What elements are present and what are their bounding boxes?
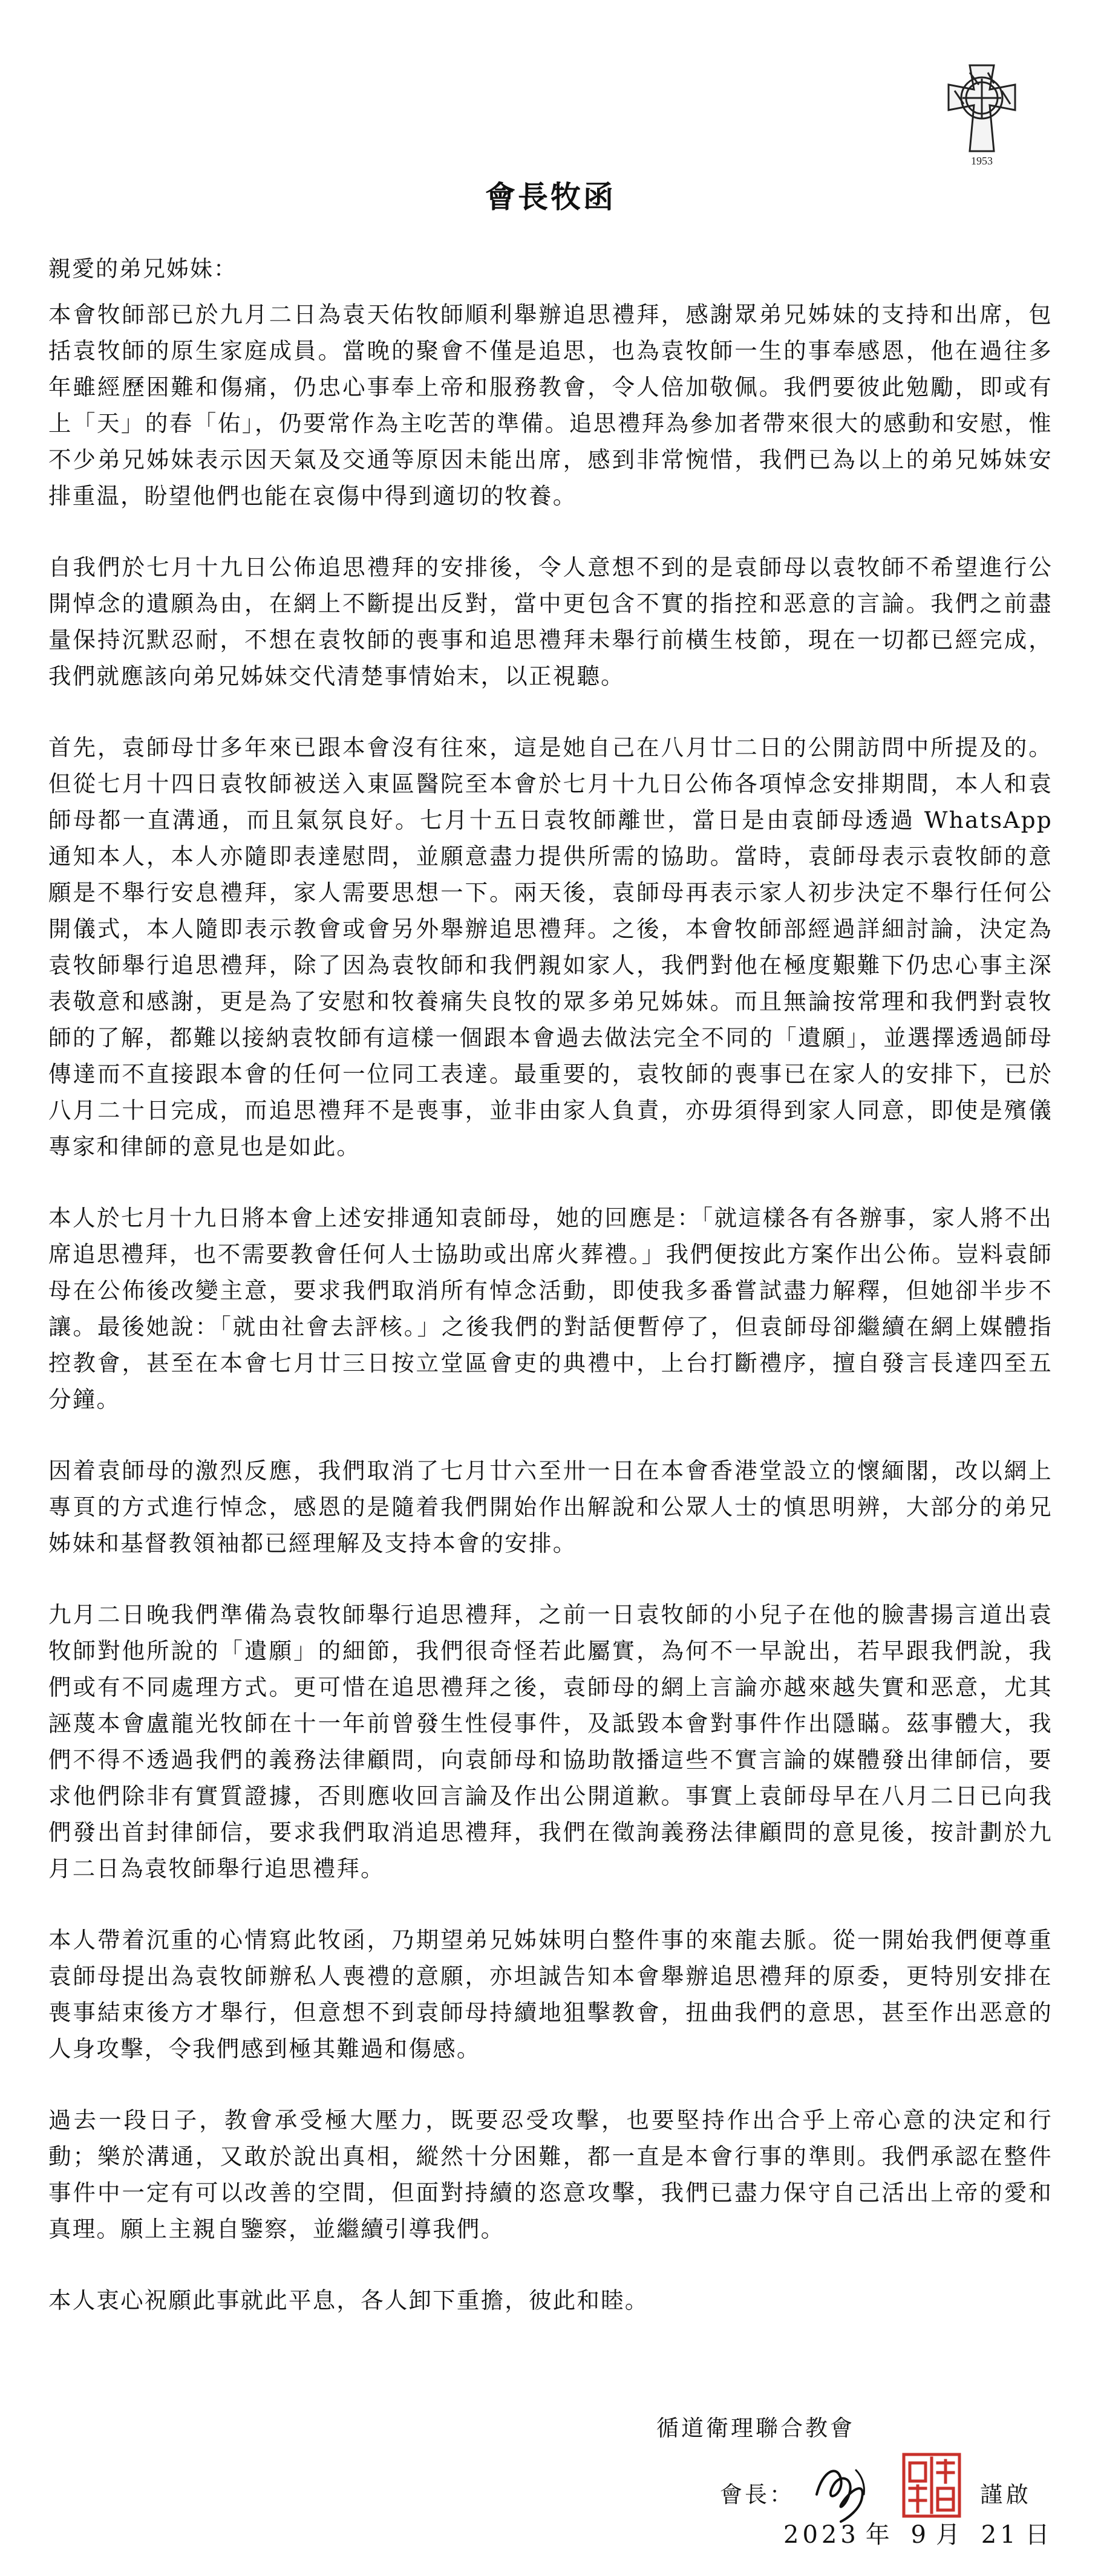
logo-year-text: 1953	[971, 155, 993, 167]
paragraph: 過去一段日子，教會承受極大壓力，既要忍受攻擊，也要堅持作出合乎上帝心意的決定和行動；樂於溝通，又敢於說出真相，縱然十分困難，都一直是本會行事的準則。我們承認在整件事件中一定有可以改善的空間，但面對持續的恣意攻擊，我們已盡力保守自己活出上帝的愛和真理。願上主親自鑒察，並繼續引導我們。	[48, 2107, 1053, 2242]
paragraph: 本會牧師部已於九月二日為袁天佑牧師順利舉辦追思禮拜，感謝眾弟兄姊妹的支持和出席，包括袁牧師的原生家庭成員。當晚的聚會不僅是追思，也為袁牧師一生的事奉感恩，他在過往多年雖經歷困難和傷痛，仍忠心事奉上帝和服務教會，令人倍加敬佩。我們要彼此勉勵，即或有上「天」的春「佑」，仍要常作為主吃苦的準備。追思禮拜為參加者帶來很大的感動和安慰，惟不少弟兄姊妹表示因天氣及交通等原因未能出席，感到非常惋惜，我們已為以上的弟兄姊妹安排重温，盼望他們也能在哀傷中得到適切的牧養。	[48, 301, 1053, 509]
signature-closing: 謹啟	[980, 2482, 1032, 2508]
date-day: 21	[981, 2521, 1019, 2549]
paragraph: 自我們於七月十九日公佈追思禮拜的安排後，令人意想不到的是袁師母以袁牧師不希望進行公開悼念的遺願為由，在網上不斷提出反對，當中更包含不實的指控和恶意的言論。我們之前盡量保持沉默忍耐，不想在袁牧師的喪事和追思禮拜未舉行前橫生枝節，現在一切都已經完成，我們就應該向弟兄姊妹交代清楚事情始末，以正視聽。	[48, 554, 1053, 689]
letter-date	[783, 2516, 1059, 2550]
signature-row	[720, 2452, 1059, 2525]
church-cross-logo	[936, 60, 1027, 169]
cross-emblem-icon	[936, 60, 1027, 169]
date-month-char: 月	[935, 2521, 964, 2549]
handwritten-signature	[805, 2452, 889, 2525]
salutation: 親愛的弟兄姊妹：	[48, 256, 237, 282]
page-title: 會長牧函	[485, 179, 616, 215]
date-month: 9	[910, 2521, 930, 2549]
paragraph: 因着袁師母的激烈反應，我們取消了七月廿六至卅一日在本會香港堂設立的懷緬閣，改以網上專頁的方式進行悼念，感恩的是隨着我們開始作出解說和公眾人士的慎思明辨，大部分的弟兄姊妹和基督教領袖都已經理解及支持本會的安排。	[48, 1457, 1053, 1556]
signature-role-label: 會長：	[720, 2482, 794, 2508]
paragraph: 首先，袁師母廿多年來已跟本會沒有往來，這是她自己在八月廿二日的公開訪問中所提及的。但從七月十四日袁牧師被送入東區醫院至本會於七月十九日公佈各項悼念安排期間，本人和袁師母都一直溝通，而且氣氛良好。七月十五日袁牧師離世，當日是由袁師母透過 WhatsApp 通知本人，本人亦隨即表達慰問，並願意盡力提供所需的協助。當時，袁師母表示袁牧師的意願是不舉行安息禮拜，家人需要思想一下。兩天後，袁師母再表示家人初步決定不舉行任何公開儀式，本人隨即表示教會或會另外舉辦追思禮拜。之後，本會牧師部經過詳細討論，決定為袁牧師舉行追思禮拜，除了因為袁牧師和我們親如家人，我們對他在極度艱難下仍忠心事主深表敬意和感謝，更是為了安慰和牧養痛失良牧的眾多弟兄姊妹。而且無論按常理和我們對袁牧師的了解，都難以接納袁牧師有這樣一個跟本會過去做法完全不同的「遺願」，並選擇透過師母傳達而不直接跟本會的任何一位同工表達。最重要的，袁牧師的喪事已在家人的安排下，已於八月二十日完成，而追思禮拜不是喪事，並非由家人負責，亦毋須得到家人同意，即使是殯儀專家和律師的意見也是如此。	[48, 734, 1053, 1160]
letter-body	[48, 296, 1053, 2353]
paragraph: 九月二日晚我們準備為袁牧師舉行追思禮拜，之前一日袁牧師的小兒子在他的臉書揚言道出袁牧師對他所說的「遺願」的細節，我們很奇怪若此屬實，為何不一早說出，若早跟我們說，我們或有不同處理方式。更可惜在追思禮拜之後，袁師母的網上言論亦越來越失實和恶意，尤其誣蔑本會盧龍光牧師在十一年前曾發生性侵事件，及詆毀本會對事件作出隱瞞。茲事體大，我們不得不透過我們的義務法律顧問，向袁師母和協助散播這些不實言論的媒體發出律師信，要求他們除非有實質證據，否則應收回言論及作出公開道歉。事實上袁師母早在八月二日已向我們發出首封律師信，要求我們取消追思禮拜，我們在徵詢義務法律顧問的意見後，按計劃於九月二日為袁牧師舉行追思禮拜。	[48, 1601, 1053, 1882]
paragraph: 本人於七月十九日將本會上述安排通知袁師母，她的回應是：「就這樣各有各辦事，家人將不出席追思禮拜，也不需要教會任何人士協助或出席火葬禮。」我們便按此方案作出公佈。豈料袁師母在公佈後改變主意，要求我們取消所有悼念活動，即使我多番嘗試盡力解釋，但她卻半步不讓。最後她說：「就由社會去評核。」之後我們的對話便暫停了，但袁師母卻繼續在網上媒體指控教會，甚至在本會七月廿三日按立堂區會吏的典禮中，上台打斷禮序，擅自發言長達四至五分鐘。	[48, 1205, 1053, 1413]
signature-organization: 循道衛理聯合教會	[656, 2415, 855, 2441]
paragraph: 本人帶着沉重的心情寫此牧函，乃期望弟兄姊妹明白整件事的來龍去脈。從一開始我們便尊重袁師母提出為袁牧師辦私人喪禮的意願，亦坦誠告知本會舉辦追思禮拜的原委，更特別安排在喪事結束後方才舉行，但意想不到袁師母持續地狙擊教會，扭曲我們的意思，甚至作出恶意的人身攻擊，令我們感到極其難過和傷感。	[48, 1927, 1053, 2062]
red-seal-stamp	[901, 2452, 962, 2519]
date-day-char: 日	[1025, 2521, 1053, 2549]
paragraph: 本人衷心祝願此事就此平息，各人卸下重擔，彼此和睦。	[48, 2287, 649, 2314]
date-year-char: 年	[865, 2521, 894, 2549]
date-year: 2023	[783, 2521, 860, 2549]
